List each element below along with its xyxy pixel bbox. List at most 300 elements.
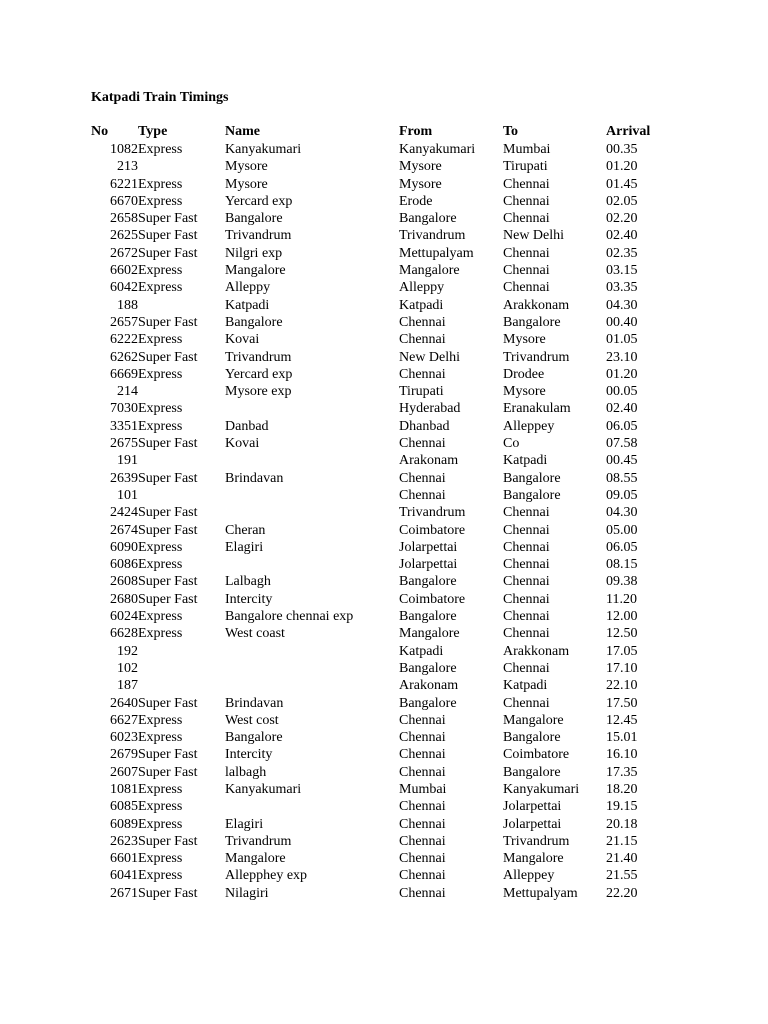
cell-arrival: 01.20 bbox=[606, 366, 638, 382]
row-spacer-end bbox=[672, 262, 768, 279]
row-spacer-end bbox=[672, 504, 768, 521]
row-spacer-end bbox=[672, 245, 768, 262]
row-spacer bbox=[0, 781, 91, 798]
cell-name: Elagiri bbox=[225, 816, 264, 832]
row-spacer-end bbox=[672, 314, 768, 331]
row-spacer-end bbox=[672, 729, 768, 746]
cell-to: Katpadi bbox=[503, 678, 548, 694]
row-spacer-end bbox=[672, 746, 768, 763]
cell-name bbox=[225, 643, 399, 660]
cell-type: Super Fast bbox=[138, 228, 198, 244]
cell-name: Kovai bbox=[225, 436, 260, 452]
cell-to: Chennai bbox=[503, 505, 550, 521]
cell-from: Chennai bbox=[399, 487, 446, 503]
header-no: No bbox=[91, 124, 109, 139]
cell-to: Alleppey bbox=[503, 418, 555, 434]
cell-from: Chennai bbox=[399, 730, 446, 746]
cell-arrival: 02.40 bbox=[606, 401, 638, 417]
table-body bbox=[0, 141, 768, 902]
row-spacer bbox=[0, 885, 91, 902]
cell-arrival: 01.05 bbox=[606, 332, 638, 348]
table-row bbox=[0, 383, 768, 400]
train-timings-table bbox=[0, 123, 768, 902]
cell-no: 2674 bbox=[110, 522, 138, 538]
cell-arrival: 00.05 bbox=[606, 384, 638, 400]
row-spacer-end bbox=[672, 418, 768, 435]
row-spacer-end bbox=[672, 383, 768, 400]
cell-from: Trivandrum bbox=[399, 505, 466, 521]
cell-to: Chennai bbox=[503, 522, 550, 538]
cell-no: 214 bbox=[117, 384, 138, 400]
cell-name: West cost bbox=[225, 712, 279, 728]
cell-arrival: 00.40 bbox=[606, 314, 638, 330]
table-row bbox=[0, 141, 768, 158]
cell-from: Coimbatore bbox=[399, 522, 466, 538]
row-spacer bbox=[0, 141, 91, 158]
cell-to: Jolarpettai bbox=[503, 799, 562, 815]
cell-type: Super Fast bbox=[138, 314, 198, 330]
cell-to: Drodee bbox=[503, 366, 545, 382]
cell-to: Bangalore bbox=[503, 470, 561, 486]
cell-name: Intercity bbox=[225, 747, 273, 763]
row-spacer-end bbox=[672, 712, 768, 729]
cell-type: Express bbox=[138, 781, 183, 797]
cell-arrival: 01.20 bbox=[606, 159, 638, 175]
cell-no: 1081 bbox=[110, 781, 138, 797]
cell-no: 6090 bbox=[110, 539, 138, 555]
cell-type: Super Fast bbox=[138, 349, 198, 365]
cell-name bbox=[225, 452, 399, 469]
cell-to: Arakkonam bbox=[503, 297, 570, 313]
cell-type: Super Fast bbox=[138, 695, 198, 711]
cell-name: Danbad bbox=[225, 418, 269, 434]
row-spacer-end bbox=[672, 885, 768, 902]
cell-from: Mettupalyam bbox=[399, 245, 474, 261]
cell-type bbox=[138, 677, 225, 694]
cell-to: Chennai bbox=[503, 591, 550, 607]
cell-arrival: 23.10 bbox=[606, 349, 638, 365]
cell-type: Super Fast bbox=[138, 833, 198, 849]
cell-from: New Delhi bbox=[399, 349, 461, 365]
table-row bbox=[0, 210, 768, 227]
cell-name: Lalbagh bbox=[225, 574, 271, 590]
cell-arrival: 06.05 bbox=[606, 418, 638, 434]
cell-name: Intercity bbox=[225, 591, 273, 607]
row-spacer-end bbox=[672, 470, 768, 487]
table-row bbox=[0, 850, 768, 867]
table-header-row bbox=[0, 123, 768, 141]
table-row bbox=[0, 712, 768, 729]
row-spacer-end bbox=[672, 210, 768, 227]
row-spacer bbox=[0, 418, 91, 435]
row-spacer-end bbox=[672, 349, 768, 366]
row-spacer bbox=[0, 556, 91, 573]
cell-from: Katpadi bbox=[399, 297, 444, 313]
row-spacer bbox=[0, 470, 91, 487]
row-spacer bbox=[0, 677, 91, 694]
cell-type bbox=[138, 297, 225, 314]
cell-from: Kanyakumari bbox=[399, 142, 476, 157]
cell-type: Express bbox=[138, 418, 183, 434]
cell-no: 7030 bbox=[110, 401, 138, 417]
row-spacer-end bbox=[672, 522, 768, 539]
cell-no: 6669 bbox=[110, 366, 138, 382]
row-spacer bbox=[0, 400, 91, 417]
cell-type: Super Fast bbox=[138, 470, 198, 486]
cell-name: Elagiri bbox=[225, 539, 264, 555]
row-spacer-end bbox=[672, 781, 768, 798]
cell-to: Chennai bbox=[503, 539, 550, 555]
cell-type: Express bbox=[138, 851, 183, 867]
cell-arrival: 08.55 bbox=[606, 470, 638, 486]
row-spacer bbox=[0, 193, 91, 210]
cell-to: Chennai bbox=[503, 193, 550, 209]
cell-from: Chennai bbox=[399, 712, 446, 728]
row-spacer-end bbox=[672, 227, 768, 244]
row-spacer bbox=[0, 227, 91, 244]
table-row bbox=[0, 470, 768, 487]
table-row bbox=[0, 764, 768, 781]
cell-type: Super Fast bbox=[138, 245, 198, 261]
cell-to: Chennai bbox=[503, 626, 550, 642]
cell-to: Eranakulam bbox=[503, 401, 571, 417]
cell-name: Bangalore bbox=[225, 314, 283, 330]
cell-to: Tirupati bbox=[503, 159, 548, 175]
row-spacer bbox=[0, 158, 91, 175]
row-spacer bbox=[0, 746, 91, 763]
cell-from: Chennai bbox=[399, 470, 446, 486]
cell-type: Express bbox=[138, 609, 183, 625]
cell-arrival: 22.10 bbox=[606, 678, 638, 694]
cell-arrival: 17.50 bbox=[606, 695, 638, 711]
cell-from: Mangalore bbox=[399, 263, 460, 279]
cell-no: 101 bbox=[117, 487, 138, 503]
cell-from: Chennai bbox=[399, 436, 446, 452]
cell-no: 2607 bbox=[110, 764, 138, 780]
cell-from: Bangalore bbox=[399, 695, 457, 711]
cell-no: 6041 bbox=[110, 868, 138, 884]
cell-arrival: 19.15 bbox=[606, 799, 638, 815]
row-spacer-end bbox=[672, 366, 768, 383]
cell-name: West coast bbox=[225, 626, 285, 642]
cell-type: Super Fast bbox=[138, 591, 198, 607]
table-row bbox=[0, 297, 768, 314]
header-spacer-end bbox=[672, 123, 768, 141]
table-row bbox=[0, 729, 768, 746]
cell-type bbox=[138, 383, 225, 400]
cell-no: 2424 bbox=[110, 505, 138, 521]
cell-arrival: 03.15 bbox=[606, 263, 638, 279]
cell-name: Brindavan bbox=[225, 695, 284, 711]
cell-arrival: 04.30 bbox=[606, 297, 638, 313]
row-spacer bbox=[0, 608, 91, 625]
cell-from: Bangalore bbox=[399, 574, 457, 590]
row-spacer-end bbox=[672, 850, 768, 867]
row-spacer bbox=[0, 262, 91, 279]
row-spacer bbox=[0, 764, 91, 781]
cell-no: 2680 bbox=[110, 591, 138, 607]
row-spacer bbox=[0, 798, 91, 815]
cell-type: Express bbox=[138, 366, 183, 382]
row-spacer-end bbox=[672, 677, 768, 694]
table-row bbox=[0, 591, 768, 608]
cell-no: 6670 bbox=[110, 193, 138, 209]
cell-to: Bangalore bbox=[503, 764, 561, 780]
cell-from: Chennai bbox=[399, 314, 446, 330]
cell-type: Express bbox=[138, 868, 183, 884]
cell-arrival: 09.38 bbox=[606, 574, 638, 590]
cell-arrival: 15.01 bbox=[606, 730, 638, 746]
cell-no: 192 bbox=[117, 643, 138, 659]
cell-name: Alleppy bbox=[225, 280, 271, 296]
table-row bbox=[0, 608, 768, 625]
cell-arrival: 20.18 bbox=[606, 816, 638, 832]
row-spacer-end bbox=[672, 695, 768, 712]
row-spacer bbox=[0, 573, 91, 590]
cell-arrival: 22.20 bbox=[606, 885, 638, 901]
cell-no: 6085 bbox=[110, 799, 138, 815]
cell-type: Super Fast bbox=[138, 211, 198, 227]
row-spacer bbox=[0, 712, 91, 729]
cell-to: Mumbai bbox=[503, 142, 551, 157]
cell-to: Bangalore bbox=[503, 730, 561, 746]
cell-arrival: 08.15 bbox=[606, 557, 638, 573]
row-spacer bbox=[0, 625, 91, 642]
cell-to: Chennai bbox=[503, 557, 550, 573]
cell-type: Express bbox=[138, 280, 183, 296]
table-row bbox=[0, 573, 768, 590]
table-row bbox=[0, 504, 768, 521]
cell-name bbox=[225, 487, 399, 504]
row-spacer bbox=[0, 349, 91, 366]
cell-no: 2671 bbox=[110, 885, 138, 901]
cell-to: Bangalore bbox=[503, 487, 561, 503]
row-spacer bbox=[0, 297, 91, 314]
cell-from: Erode bbox=[399, 193, 433, 209]
cell-no: 1082 bbox=[110, 142, 138, 157]
row-spacer bbox=[0, 383, 91, 400]
row-spacer-end bbox=[672, 867, 768, 884]
cell-from: Mangalore bbox=[399, 626, 460, 642]
cell-from: Chennai bbox=[399, 851, 446, 867]
cell-from: Chennai bbox=[399, 764, 446, 780]
cell-arrival: 21.15 bbox=[606, 833, 638, 849]
row-spacer-end bbox=[672, 193, 768, 210]
table-row bbox=[0, 418, 768, 435]
cell-from: Alleppy bbox=[399, 280, 445, 296]
cell-from: Jolarpettai bbox=[399, 539, 458, 555]
cell-arrival: 12.45 bbox=[606, 712, 638, 728]
cell-from: Coimbatore bbox=[399, 591, 466, 607]
row-spacer-end bbox=[672, 400, 768, 417]
row-spacer bbox=[0, 867, 91, 884]
cell-type: Super Fast bbox=[138, 522, 198, 538]
cell-name: Kovai bbox=[225, 332, 260, 348]
cell-type: Super Fast bbox=[138, 436, 198, 452]
cell-type bbox=[138, 660, 225, 677]
table-row bbox=[0, 556, 768, 573]
row-spacer-end bbox=[672, 608, 768, 625]
row-spacer bbox=[0, 729, 91, 746]
cell-type: Super Fast bbox=[138, 885, 198, 901]
row-spacer-end bbox=[672, 141, 768, 158]
cell-arrival: 03.35 bbox=[606, 280, 638, 296]
table-row bbox=[0, 314, 768, 331]
cell-name bbox=[225, 504, 399, 521]
cell-name: Bangalore bbox=[225, 730, 283, 746]
row-spacer bbox=[0, 279, 91, 296]
row-spacer bbox=[0, 591, 91, 608]
cell-name: Cheran bbox=[225, 522, 266, 538]
cell-to: Chennai bbox=[503, 263, 550, 279]
row-spacer bbox=[0, 816, 91, 833]
cell-no: 6602 bbox=[110, 263, 138, 279]
table-row bbox=[0, 643, 768, 660]
cell-to: Chennai bbox=[503, 211, 550, 227]
cell-no: 6601 bbox=[110, 851, 138, 867]
cell-no: 2608 bbox=[110, 574, 138, 590]
table-row bbox=[0, 176, 768, 193]
cell-to: Co bbox=[503, 436, 520, 452]
row-spacer bbox=[0, 643, 91, 660]
cell-type: Super Fast bbox=[138, 764, 198, 780]
cell-to: Trivandrum bbox=[503, 833, 570, 849]
table-row bbox=[0, 400, 768, 417]
cell-type: Express bbox=[138, 176, 183, 192]
cell-from: Trivandrum bbox=[399, 228, 466, 244]
table-row bbox=[0, 695, 768, 712]
cell-name: Bangalore chennai exp bbox=[225, 609, 354, 625]
cell-name: Brindavan bbox=[225, 470, 284, 486]
header-to: To bbox=[503, 124, 519, 139]
cell-arrival: 02.35 bbox=[606, 245, 638, 261]
row-spacer-end bbox=[672, 331, 768, 348]
cell-from: Hyderabad bbox=[399, 401, 461, 417]
row-spacer-end bbox=[672, 176, 768, 193]
row-spacer bbox=[0, 660, 91, 677]
cell-name: Mysore bbox=[225, 176, 268, 192]
table-row bbox=[0, 885, 768, 902]
row-spacer bbox=[0, 504, 91, 521]
cell-from: Arakonam bbox=[399, 678, 459, 694]
cell-to: Trivandrum bbox=[503, 349, 570, 365]
cell-to: Chennai bbox=[503, 245, 550, 261]
cell-name: Nilgri exp bbox=[225, 245, 283, 261]
cell-to: Chennai bbox=[503, 574, 550, 590]
cell-no: 3351 bbox=[110, 418, 138, 434]
cell-arrival: 05.00 bbox=[606, 522, 638, 538]
table-row bbox=[0, 193, 768, 210]
table-row bbox=[0, 435, 768, 452]
cell-arrival: 16.10 bbox=[606, 747, 638, 763]
cell-name bbox=[225, 677, 399, 694]
row-spacer bbox=[0, 176, 91, 193]
cell-type: Express bbox=[138, 332, 183, 348]
cell-arrival: 21.40 bbox=[606, 851, 638, 867]
cell-no: 102 bbox=[117, 660, 138, 676]
cell-arrival: 18.20 bbox=[606, 781, 638, 797]
table-row bbox=[0, 158, 768, 175]
cell-type: Express bbox=[138, 401, 183, 417]
cell-no: 2672 bbox=[110, 245, 138, 261]
cell-from: Chennai bbox=[399, 868, 446, 884]
cell-type: Super Fast bbox=[138, 505, 198, 521]
cell-to: Alleppey bbox=[503, 868, 555, 884]
table-row bbox=[0, 746, 768, 763]
cell-from: Mumbai bbox=[399, 781, 447, 797]
cell-no: 2675 bbox=[110, 436, 138, 452]
cell-no: 2623 bbox=[110, 833, 138, 849]
cell-no: 6627 bbox=[110, 712, 138, 728]
cell-arrival: 02.40 bbox=[606, 228, 638, 244]
cell-arrival: 21.55 bbox=[606, 868, 638, 884]
cell-name: Allepphey exp bbox=[225, 868, 308, 884]
cell-from: Mysore bbox=[399, 159, 442, 175]
cell-arrival: 09.05 bbox=[606, 487, 638, 503]
cell-no: 2640 bbox=[110, 695, 138, 711]
table-row bbox=[0, 677, 768, 694]
row-spacer bbox=[0, 833, 91, 850]
row-spacer bbox=[0, 366, 91, 383]
header-arrival: Arrival bbox=[606, 124, 651, 139]
page-title: Katpadi Train Timings bbox=[91, 90, 229, 105]
row-spacer-end bbox=[672, 556, 768, 573]
table-row bbox=[0, 816, 768, 833]
cell-arrival: 17.35 bbox=[606, 764, 638, 780]
cell-no: 188 bbox=[117, 297, 138, 313]
row-spacer-end bbox=[672, 487, 768, 504]
row-spacer bbox=[0, 487, 91, 504]
cell-arrival: 02.20 bbox=[606, 211, 638, 227]
cell-name: Mangalore bbox=[225, 263, 286, 279]
cell-from: Arakonam bbox=[399, 453, 459, 469]
cell-no: 2625 bbox=[110, 228, 138, 244]
table-row bbox=[0, 781, 768, 798]
cell-no: 2658 bbox=[110, 211, 138, 227]
cell-no: 2639 bbox=[110, 470, 138, 486]
cell-to: Katpadi bbox=[503, 453, 548, 469]
cell-to: Mysore bbox=[503, 384, 546, 400]
cell-no: 2679 bbox=[110, 747, 138, 763]
row-spacer-end bbox=[672, 452, 768, 469]
row-spacer-end bbox=[672, 660, 768, 677]
table-row bbox=[0, 331, 768, 348]
cell-name bbox=[225, 798, 399, 815]
cell-type: Express bbox=[138, 712, 183, 728]
cell-no: 191 bbox=[117, 453, 138, 469]
table-row bbox=[0, 522, 768, 539]
cell-from: Chennai bbox=[399, 366, 446, 382]
table-row bbox=[0, 245, 768, 262]
cell-to: Jolarpettai bbox=[503, 816, 562, 832]
cell-to: Mettupalyam bbox=[503, 885, 578, 901]
cell-name bbox=[225, 400, 399, 417]
table-row bbox=[0, 262, 768, 279]
cell-from: Mysore bbox=[399, 176, 442, 192]
cell-no: 6628 bbox=[110, 626, 138, 642]
cell-type: Express bbox=[138, 263, 183, 279]
cell-name: Trivandrum bbox=[225, 349, 292, 365]
table-row bbox=[0, 452, 768, 469]
table-row bbox=[0, 660, 768, 677]
cell-from: Jolarpettai bbox=[399, 557, 458, 573]
cell-to: Mangalore bbox=[503, 712, 564, 728]
cell-arrival: 12.50 bbox=[606, 626, 638, 642]
row-spacer-end bbox=[672, 279, 768, 296]
cell-no: 213 bbox=[117, 159, 138, 175]
cell-no: 6262 bbox=[110, 349, 138, 365]
cell-type: Express bbox=[138, 193, 183, 209]
